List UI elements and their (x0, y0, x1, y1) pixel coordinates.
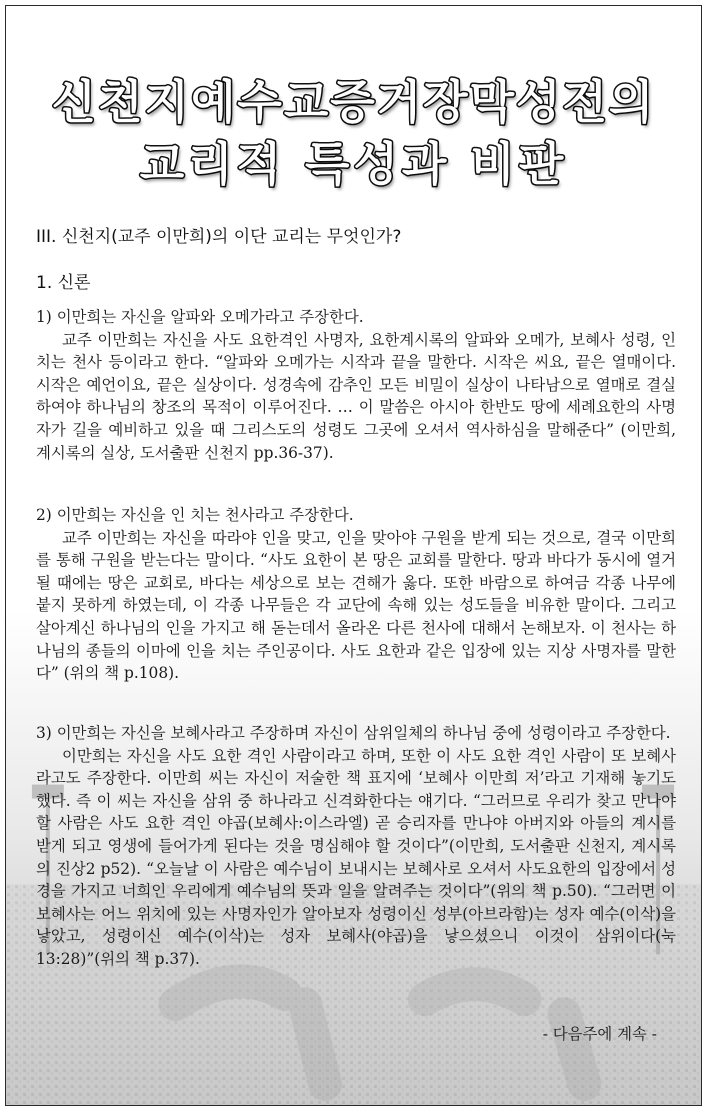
title-line-2: 교리적 특성과 비판 (139, 137, 568, 191)
claim-block-1 (36, 306, 676, 464)
page (5, 5, 702, 1106)
subsection-heading: 1. 신론 (36, 273, 91, 293)
claim-3-body: 이만희는 자신을 사도 요한 격인 사람이라고 하며, 또한 이 사도 요한 격인 사람이 또 보혜사라고도 주장한다. 이만희 씨는 자신이 저술한 책 표지에 ‘보혜사 이만희 저’라고 기재해 놓기도 했다. 즉 이 씨는 자신을 삼위 중 하나라고 신격화한다는 얘기다. “그러므로 우리가 찾고 만나야 할 사람은 사도 요한 격인 야곱(보혜사:이스라엘) 곧 승리자를 만나야 아버지와 아들의 계시를 받게 되고 영생에 들어가게 된다는 것을 명심해야 할 것이다”(이만희, 도서출판 신천지, 계시록의 진상2 p52). “오늘날 이 사람은 예수님이 보내시는 보혜사로 오셔서 사도요한의 입장에서 성경을 가지고 너희인 우리에게 예수님의 뜻과 일을 알려주는 것이다”(위의 책 p.50). “그러면 이 보혜사는 어느 위치에 있는 사명자인가 알아보자 성령이신 성부(아브라함)는 성자 예수(이삭)을 낳았고, 성령이신 예수(이삭)는 성자 보혜사(야곱)을 낳으셨으니 이것이 삼위이다(눅 13:28)”(위의 책 p.37). (36, 746, 676, 968)
claim-3: 3) 이만희는 자신을 보혜사라고 주장하며 자신이 삼위일체의 하나님 중에 성령이라고 주장한다. (36, 724, 671, 742)
claim-block-3 (36, 722, 676, 971)
claim-2: 2) 이만희는 자신을 인 치는 천사라고 주장한다. (36, 506, 354, 524)
claim-1-body: 교주 이만희는 자신을 사도 요한격인 사명자, 요한계시록의 알파와 오메가, 보혜사 성령, 인치는 천사 등이라고 한다. “알파와 오메가는 시작과 끝을 말한다. 시작은 씨요, 끝은 열매이다. 시작은 예언이요, 끝은 실상이다. 성경속에 감추인 모든 비밀이 실상이 나타남으로 열매로 결실하여야 하나님의 창조의 목적이 이루어진다. … 이 말씀은 아시아 한반도 땅에 세례요한의 사명자가 길을 예비하고 있을 때 그리스도의 성령도 그곳에 오셔서 역사하심을 말해준다” (이만희, 계시록의 실상, 도서출판 신천지 pp.36-37). (36, 330, 676, 462)
claim-block-2 (36, 504, 676, 685)
claim-2-body: 교주 이만희는 자신을 따라야 인을 맞고, 인을 맞아야 구원을 받게 되는 것으로, 결국 이만희를 통해 구원을 받는다는 말이다. “사도 요한이 본 땅은 교회를 말한다. 땅과 바다가 동시에 열거될 때에는 땅은 교회로, 바다는 세상으로 보는 견해가 옳다. 또한 바람으로 하여금 각종 나무에 붙지 못하게 하였는데, 이 각종 나무들은 각 교단에 속해 있는 성도들을 비유한 말이다. 그리고 살아계신 하나님의 인을 가지고 해 돋는데서 올라온 다른 천사에 대해서 논해보자. 이 천사는 하나님의 종들의 이마에 인을 치는 주인공이다. 사도 요한과 같은 입장에 있는 지상 사명자를 말한다” (위의 책 p.108). (36, 528, 676, 683)
continued-next-week: - 다음주에 계속 - (542, 1025, 657, 1043)
section-heading: III. 신천지(교주 이만희)의 이단 교리는 무엇인가? (36, 227, 402, 247)
claim-1: 1) 이만희는 자신을 알파와 오메가라고 주장한다. (36, 308, 364, 326)
title-line-1: 신천지예수교증거장막성전의 (51, 75, 656, 129)
